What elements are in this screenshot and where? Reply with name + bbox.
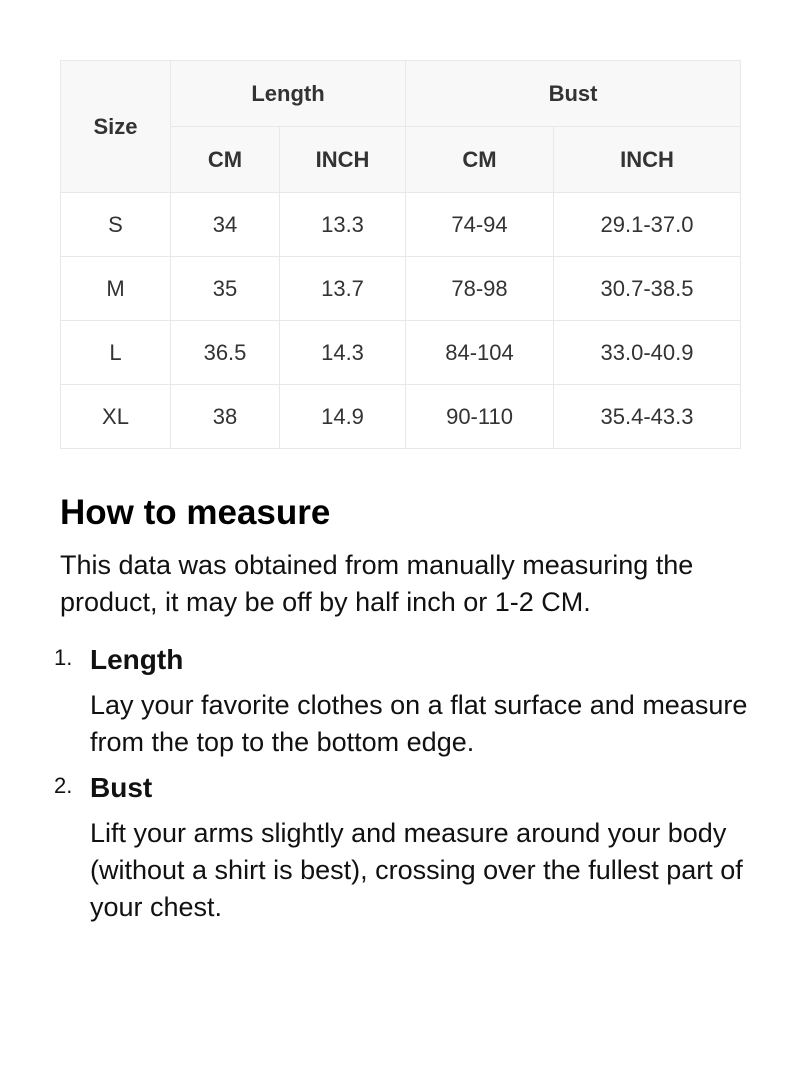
size-chart-body xyxy=(61,193,741,449)
bust-inch-cell: 35.4-43.3 xyxy=(554,385,741,449)
step-number: 2. xyxy=(54,773,73,798)
length-inch-cell: 13.7 xyxy=(280,257,406,321)
how-to-measure-section xyxy=(54,491,750,934)
bust-inch-cell: 30.7-38.5 xyxy=(554,257,741,321)
step-description: Lay your favorite clothes on a flat surface and measure from the top to the bottom edge. xyxy=(90,690,748,757)
step-title: Bust xyxy=(90,772,153,803)
length-cm-header: CM xyxy=(171,127,280,193)
bust-inch-cell: 33.0-40.9 xyxy=(554,321,741,385)
size-cell: M xyxy=(61,257,171,321)
list-item xyxy=(54,641,750,761)
bust-cm-cell: 90-110 xyxy=(406,385,554,449)
measure-steps-list xyxy=(54,641,750,926)
size-chart-header xyxy=(61,61,741,193)
bust-cm-cell: 74-94 xyxy=(406,193,554,257)
length-inch-cell: 14.3 xyxy=(280,321,406,385)
size-cell: XL xyxy=(61,385,171,449)
length-cm-cell: 36.5 xyxy=(171,321,280,385)
header-row-groups xyxy=(61,61,741,127)
step-title: Length xyxy=(90,644,184,675)
bust-cm-cell: 84-104 xyxy=(406,321,554,385)
length-cm-cell: 38 xyxy=(171,385,280,449)
bust-cm-header: CM xyxy=(406,127,554,193)
length-inch-cell: 13.3 xyxy=(280,193,406,257)
length-group-header: Length xyxy=(171,61,406,127)
table-row xyxy=(61,193,741,257)
step-description: Lift your arms slightly and measure around your body (without a shirt is best), crossing over the fullest part of your chest. xyxy=(90,818,743,922)
size-column-header: Size xyxy=(61,61,171,193)
intro-text: This data was obtained from manually measuring the product, it may be off by half inch or 1-2 CM. xyxy=(60,550,694,617)
length-cm-cell: 34 xyxy=(171,193,280,257)
bust-inch-header: INCH xyxy=(554,127,741,193)
bust-inch-cell: 29.1-37.0 xyxy=(554,193,741,257)
size-cell: L xyxy=(61,321,171,385)
size-cell: S xyxy=(61,193,171,257)
size-chart-table xyxy=(60,60,741,449)
length-inch-header: INCH xyxy=(280,127,406,193)
bust-group-header: Bust xyxy=(406,61,741,127)
table-row xyxy=(61,257,741,321)
table-row xyxy=(61,321,741,385)
length-cm-cell: 35 xyxy=(171,257,280,321)
bust-cm-cell: 78-98 xyxy=(406,257,554,321)
section-heading: How to measure xyxy=(60,493,331,532)
table-row xyxy=(61,385,741,449)
step-number: 1. xyxy=(54,645,73,670)
list-item xyxy=(54,769,750,926)
length-inch-cell: 14.9 xyxy=(280,385,406,449)
